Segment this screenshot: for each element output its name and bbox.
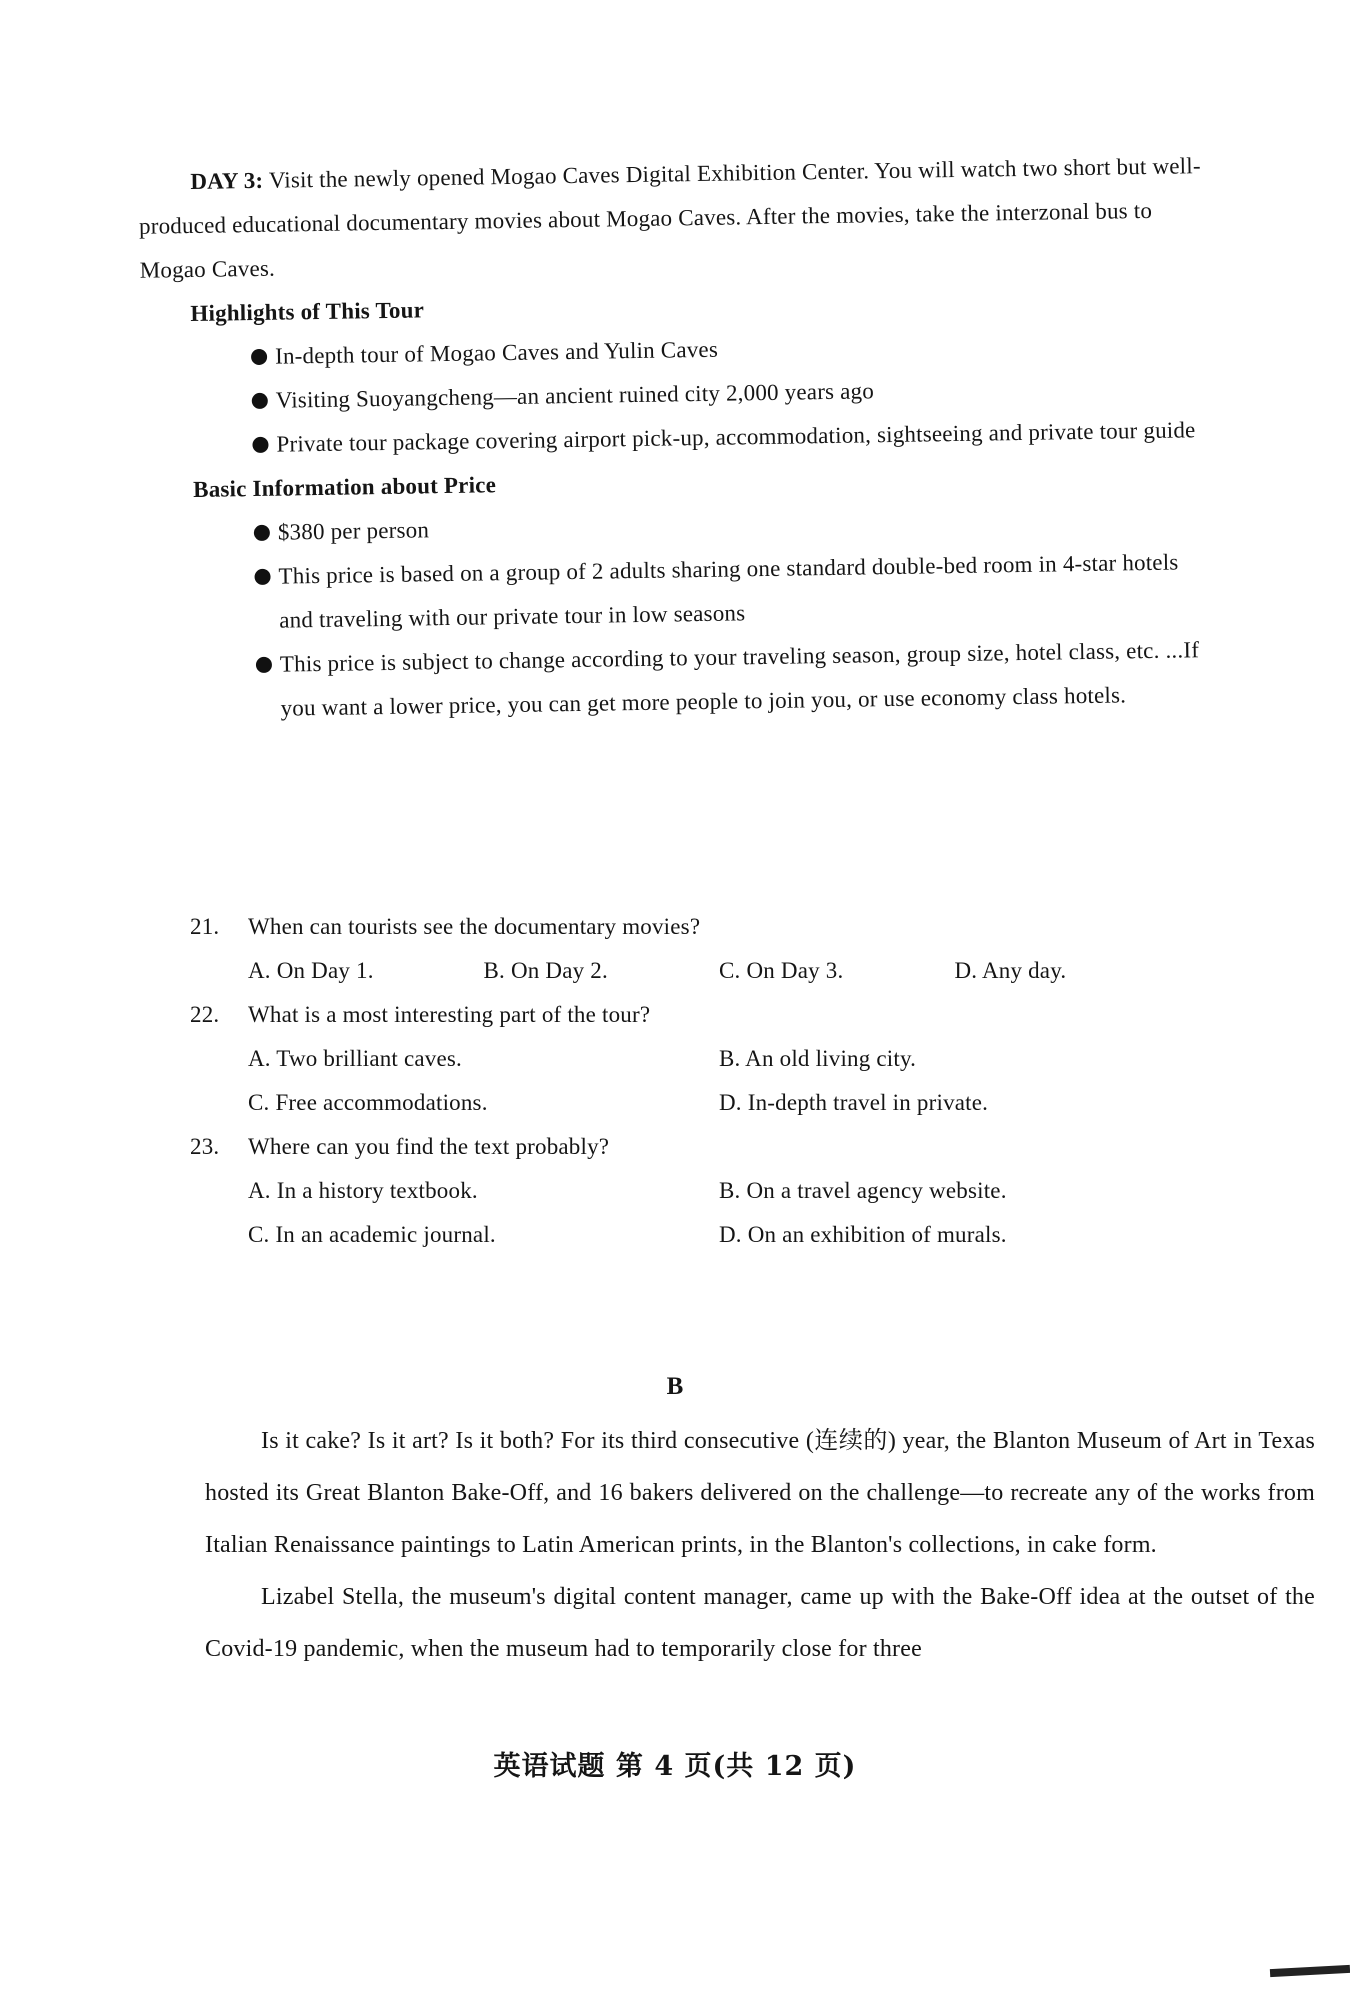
option-d: D. Any day. — [954, 958, 1067, 983]
scan-edge-mark — [1270, 1965, 1350, 1977]
option-d: D. In-depth travel in private. — [719, 1090, 989, 1115]
options-row — [190, 949, 1190, 993]
questions-section — [190, 905, 1190, 1257]
question-text: What is a most interesting part of the tour? — [248, 1002, 651, 1027]
day3-paragraph — [138, 144, 1212, 293]
passage-paragraph: Is it cake? Is it art? Is it both? For its third consecutive (连续的) year, the Blanton Museum of Art in Texas hosted its Great Blanton Bake-Off, and 16 bakers delivered on the challenge—to recreate any of the works from Italian Renaissance paintings to Latin American prints, in the Blanton's collections, in cake form. — [205, 1428, 1315, 1558]
price-item — [196, 540, 1217, 644]
highlight-item-text: Visiting Suoyangcheng—an ancient ruined city 2,000 years ago — [275, 378, 875, 413]
question-number: 23. — [190, 1134, 220, 1159]
options-row — [190, 1037, 1190, 1081]
question-22 — [190, 993, 1190, 1125]
page-footer: 英语试题 第 4 页(共 12 页) — [493, 1751, 857, 1782]
option-a: A. Two brilliant caves. — [248, 1046, 462, 1071]
option-c: C. On Day 3. — [719, 958, 844, 983]
question-stem — [190, 1125, 1190, 1169]
question-stem — [190, 905, 1190, 949]
options-row — [190, 1169, 1190, 1213]
highlight-item-text: In-depth tour of Mogao Caves and Yulin Caves — [274, 336, 719, 369]
highlights-heading: Highlights of This Tour — [190, 297, 425, 327]
price-heading: Basic Information about Price — [192, 472, 497, 502]
day3-text: Visit the newly opened Mogao Caves Digital Exhibition Center. You will watch two short but well-produced educational documentary movies about Mogao Caves. After the movies, take the interzonal bus to Mogao Caves. — [138, 153, 1201, 283]
price-item — [198, 628, 1219, 732]
option-a: A. On Day 1. — [248, 958, 374, 983]
price-item-text: This price is subject to change according to your traveling season, group size, hotel class, etc. ...If you want a lower price, you can get more people to join you, or use economy class hotels. — [279, 637, 1200, 721]
option-c: C. In an academic journal. — [248, 1222, 496, 1247]
question-number: 21. — [190, 914, 220, 939]
day3-label: DAY 3: — [190, 167, 264, 194]
question-number: 22. — [190, 1002, 220, 1027]
options-row — [190, 1081, 1190, 1125]
option-b: B. On a travel agency website. — [719, 1178, 1007, 1203]
passage-paragraph: Lizabel Stella, the museum's digital content manager, came up with the Bake-Off idea at the outset of the Covid-19 pandemic, when the museum had to temporarily close for three — [205, 1584, 1315, 1662]
section-b-label: B — [666, 1373, 684, 1400]
tour-itinerary — [138, 144, 1219, 732]
question-21 — [190, 905, 1190, 993]
section-b-passage — [205, 1415, 1315, 1675]
question-text: When can tourists see the documentary movies? — [248, 914, 701, 939]
question-23 — [190, 1125, 1190, 1257]
option-b: B. An old living city. — [719, 1046, 917, 1071]
option-b: B. On Day 2. — [483, 958, 608, 983]
question-stem — [190, 993, 1190, 1037]
question-text: Where can you find the text probably? — [248, 1134, 610, 1159]
option-a: A. In a history textbook. — [248, 1178, 478, 1203]
option-d: D. On an exhibition of murals. — [719, 1222, 1007, 1247]
price-item-text: This price is based on a group of 2 adults sharing one standard double-bed room in 4-star hotels and traveling with our private tour in low seasons — [278, 549, 1179, 633]
options-row — [190, 1213, 1190, 1257]
highlight-item-text: Private tour package covering airport pick-up, accommodation, sightseeing and private tour guide — [276, 417, 1196, 457]
option-c: C. Free accommodations. — [248, 1090, 488, 1115]
price-item-text: $380 per person — [277, 517, 430, 545]
